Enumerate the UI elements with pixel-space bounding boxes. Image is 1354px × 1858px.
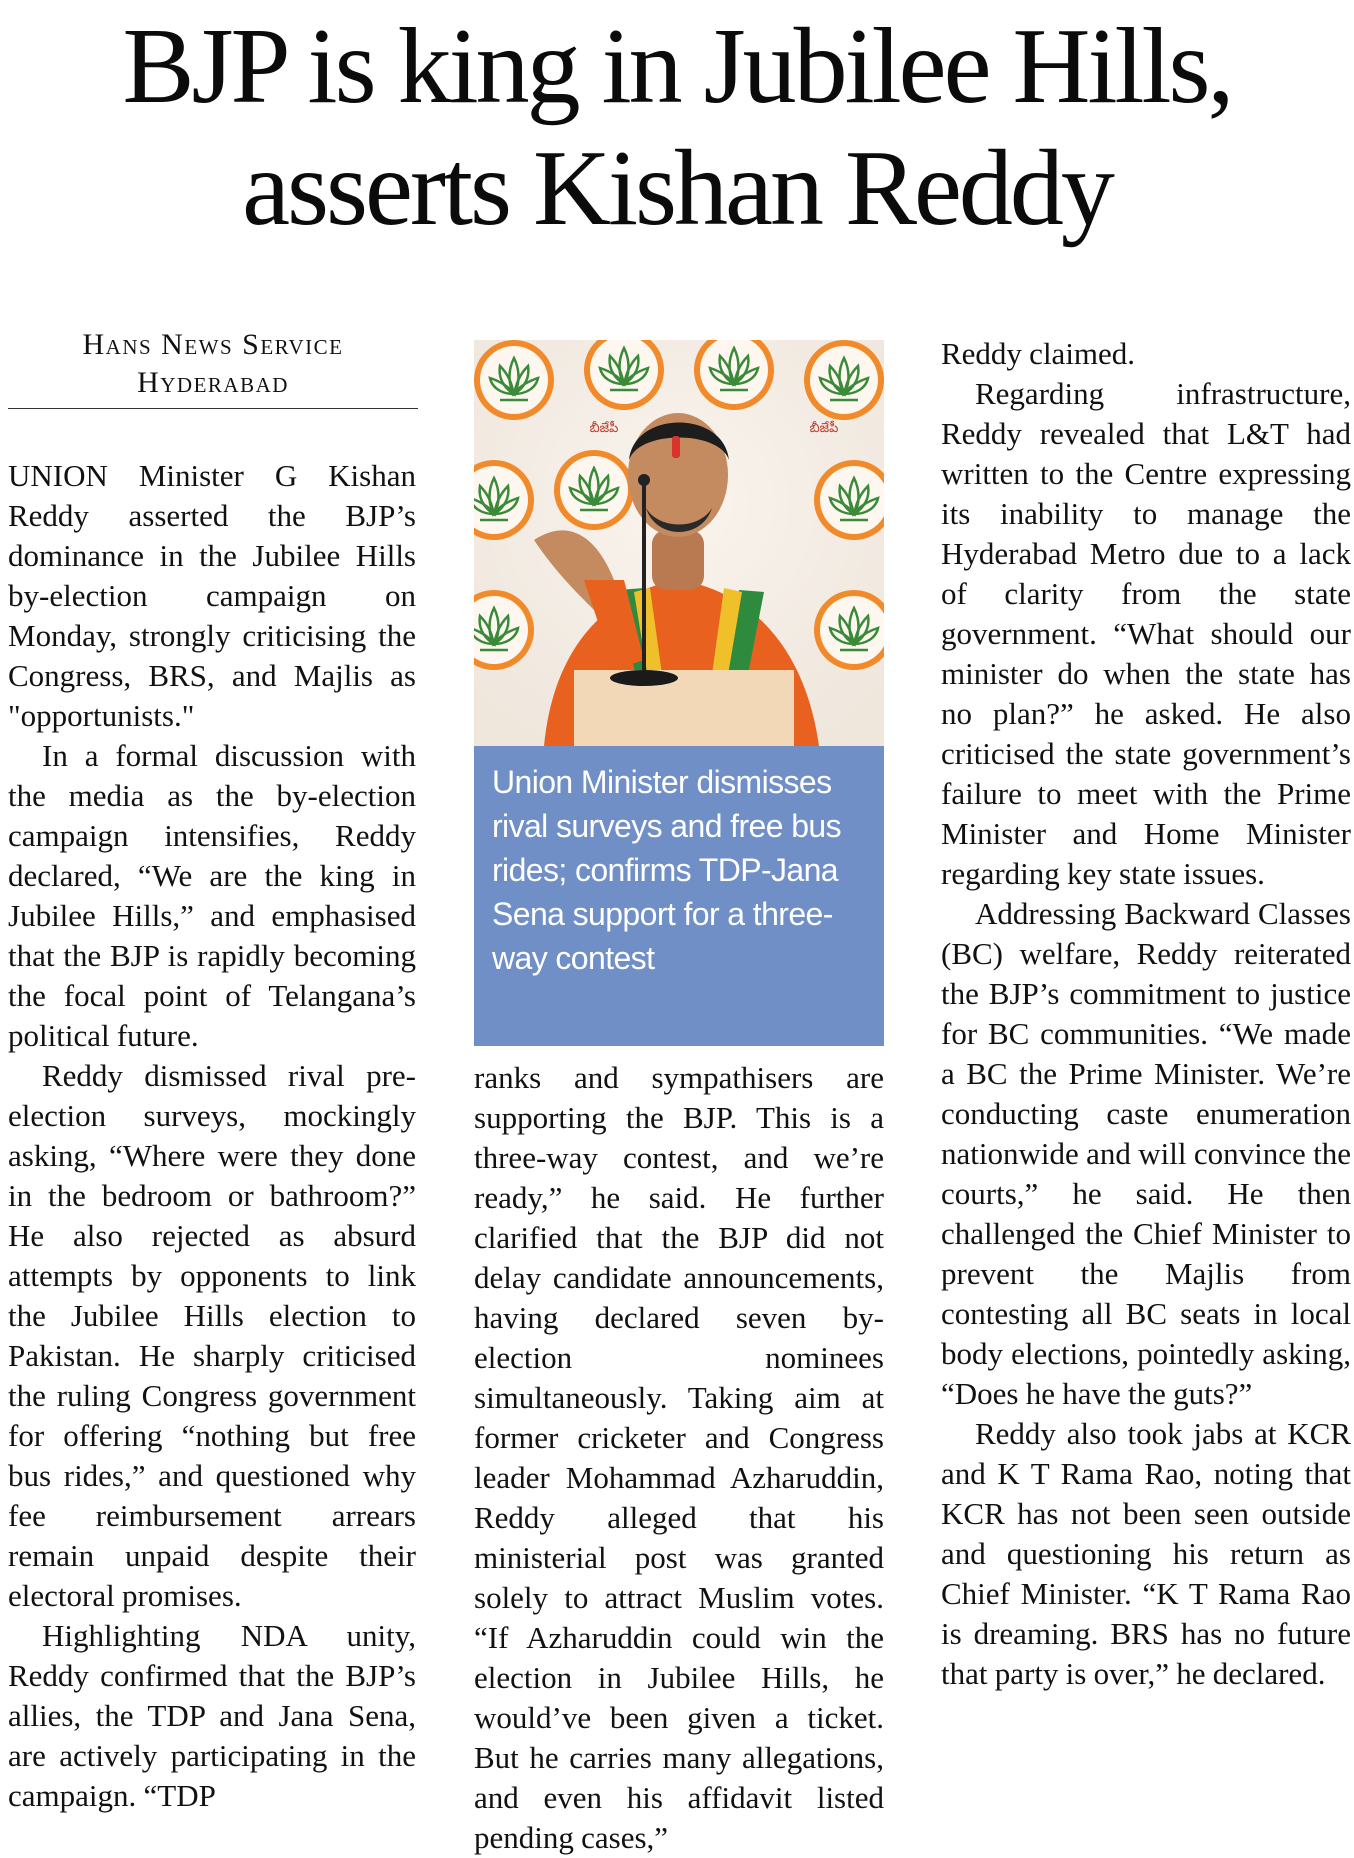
byline bbox=[8, 326, 418, 402]
photo-caption: Union Minister dismisses rival surveys and free bus rides; confirms TDP-Jana Sena support for a three-way contest bbox=[492, 764, 842, 976]
headline bbox=[0, 6, 1354, 250]
bjp-lotus-logo-icon bbox=[804, 340, 884, 420]
paragraph: ranks and sympathisers are supporting the BJP. This is a three-way contest, and we’re ready,” he said. He further clarified that the BJP did not delay candidate announcements, having declared seven by-election nominees simultaneously. Taking aim at former cricketer and Congress leader Mohammad Azharuddin, Reddy alleged that his ministerial post was granted solely to attract Muslim votes. “If Azharuddin could win the election in Jubilee Hills, he would’ve been given a ticket. But he carries many allegations, and even his affidavit listed pending cases,” bbox=[474, 1060, 884, 1855]
paragraph: Reddy dismissed rival pre-election surveys, mockingly asking, “Where were they done in the bedroom or bathroom?” He also rejected as absurd attempts by opponents to link the Jubilee Hills election to Pakistan. He sharply criticised the ruling Congress government for offering “nothing but free bus rides,” and questioned why fee reimbursement arrears remain unpaid despite their electoral promises. bbox=[8, 1058, 416, 1613]
article-column-3 bbox=[941, 334, 1351, 1694]
paragraph: Reddy also took jabs at KCR and K T Rama Rao, noting that KCR has not been seen outside and questioning his return as Chief Minister. “K T Rama Rao is dreaming. BRS has no future that party is over,” he declared. bbox=[941, 1416, 1351, 1691]
paragraph: Highlighting NDA unity, Reddy confirmed that the BJP’s allies, the TDP and Jana Sena, are actively participating in the campaign. “TDP bbox=[8, 1618, 416, 1813]
bjp-lotus-logo-icon bbox=[554, 450, 634, 530]
paragraph: Reddy claimed. bbox=[941, 336, 1136, 371]
paragraph: Addressing Backward Classes (BC) welfare, Reddy reiterated the BJP’s commitment to justice for BC communities. “We made a BC the Prime Minister. We’re conducting caste enumeration nationwide and will convince the courts,” he said. He then challenged the Chief Minister to prevent the Majlis from contesting all BC seats in local body elections, pointedly asking, “Does he have the guts?” bbox=[941, 896, 1351, 1411]
press-meet-photo bbox=[474, 340, 884, 746]
paragraph: UNION Minister G Kishan Reddy asserted the BJP’s dominance in the Jubilee Hills by-election campaign on Monday, strongly criticising the Congress, BRS, and Majlis as "opportunists." bbox=[8, 458, 416, 733]
photo-caption-box bbox=[474, 746, 884, 1046]
article-column-2 bbox=[474, 1058, 884, 1858]
byline-place: Hyderabad bbox=[137, 366, 289, 399]
headline-line-2: asserts Kishan Reddy bbox=[242, 129, 1112, 248]
byline-agency: Hans News Service bbox=[82, 328, 344, 361]
headline-line-1: BJP is king in Jubilee Hills, bbox=[122, 7, 1232, 126]
logo-caption: బీజేపీ bbox=[589, 421, 619, 436]
article-column-1 bbox=[8, 456, 416, 1816]
paragraph: Regarding infrastructure, Reddy revealed that L&T had written to the Centre expressing its inability to manage the Hyderabad Metro due to a lack of clarity from the state government. “What should our minister do when the state has no plan?” he asked. He also criticised the state government’s failure to meet with the Prime Minister and Home Minister regarding key state issues. bbox=[941, 376, 1351, 891]
paragraph: In a formal discussion with the media as the by-election campaign intensifies, Reddy declared, “We are the king in Jubilee Hills,” and emphasised that the BJP is rapidly becoming the focal point of Telangana’s political future. bbox=[8, 738, 416, 1053]
article-photo bbox=[474, 340, 884, 746]
bjp-lotus-logo-icon bbox=[474, 340, 554, 420]
byline-divider bbox=[8, 408, 418, 409]
logo-caption: బీజేపీ bbox=[809, 421, 839, 436]
